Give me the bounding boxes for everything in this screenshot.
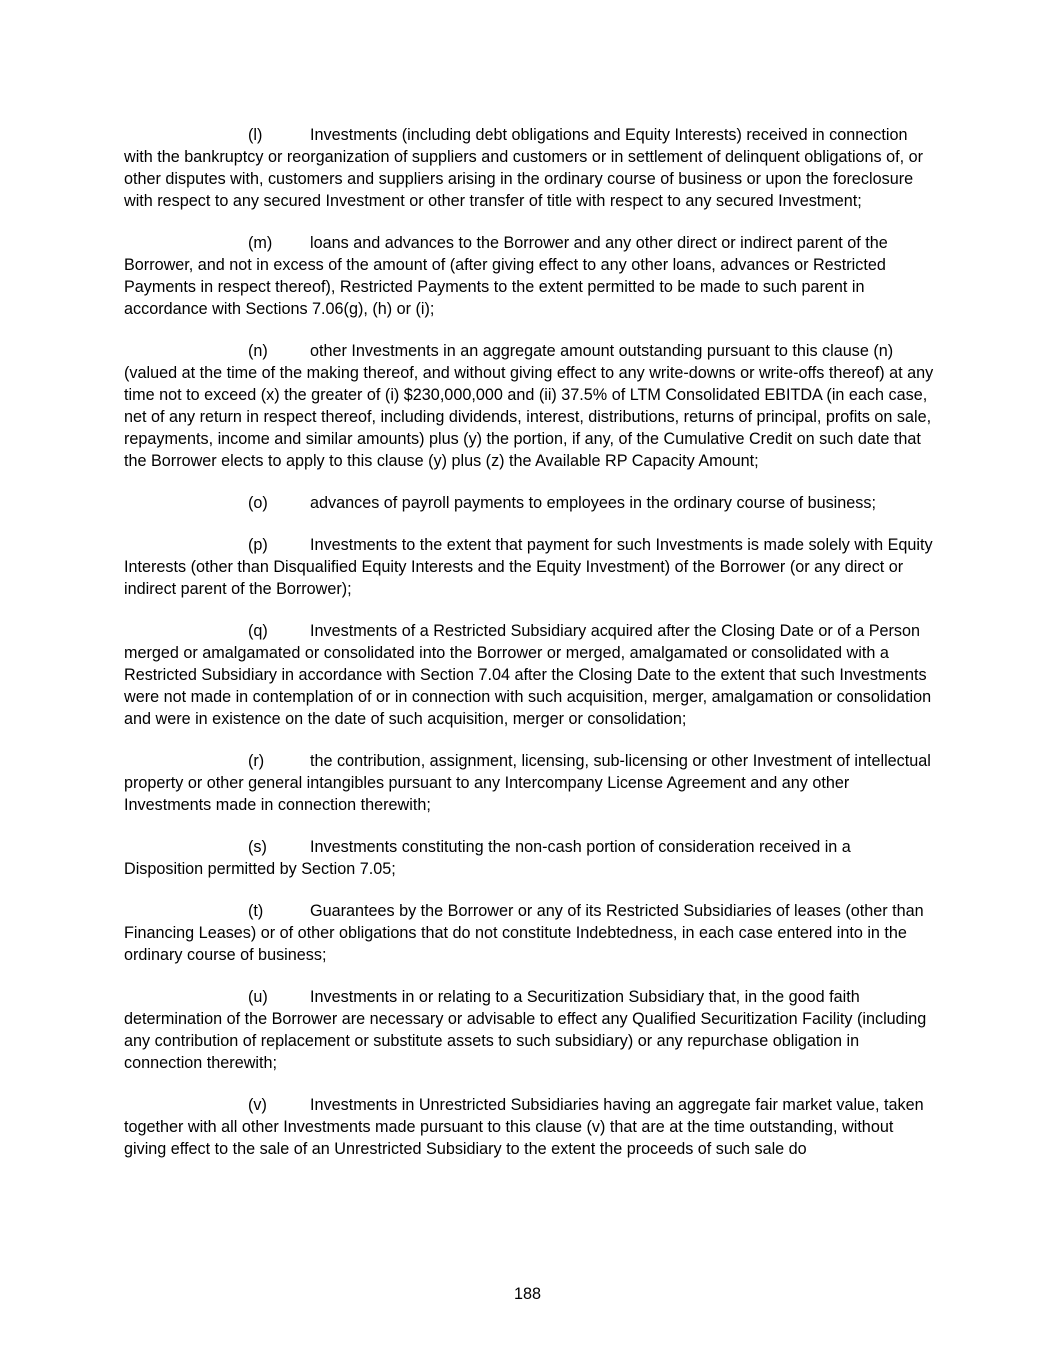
clause-text: Investments in Unrestricted Subsidiaries having an aggregate fair market value, taken together with all other Investments made pursuant to this clause (v) that are at the time outstanding, without giving effect to the sale of an Unrestricted Subsidiary to the extent the proceeds of such sale do: [124, 1096, 924, 1158]
clause-r: [124, 750, 934, 816]
clause-l: [124, 124, 934, 212]
clause-t: [124, 900, 934, 966]
clause-marker: (m): [248, 234, 273, 252]
clause-p: [124, 534, 934, 600]
clause-s: [124, 836, 934, 880]
clause-v: [124, 1094, 934, 1160]
clause-marker: (r): [248, 752, 265, 770]
clause-text: other Investments in an aggregate amount outstanding pursuant to this clause (n) (valued at the time of the making thereof, and without giving effect to any write-downs or write-offs thereof) at any time not to exceed (x) the greater of (i) $230,000,000 and (ii) 37.5% of LTM Consolidated EBITDA (in each case, net of any return in respect thereof, including dividends, interest, distributions, returns of principal, profits on sale, repayments, income and similar amounts) plus (y) the portion, if any, of the Cumulative Credit on such date that the Borrower elects to apply to this clause (y) plus (z) the Available RP Capacity Amount;: [124, 342, 934, 470]
clause-o: [124, 492, 934, 514]
clause-text: Investments constituting the non-cash portion of consideration received in a Disposition permitted by Section 7.05;: [124, 838, 851, 878]
clause-marker: (s): [248, 838, 267, 856]
clause-text: loans and advances to the Borrower and any other direct or indirect parent of the Borrower, and not in excess of the amount of (after giving effect to any other loans, advances or Restricted Payments in respect thereof), Restricted Payments to the extent permitted to be made to such parent in accordance with Sections 7.06(g), (h) or (i);: [124, 234, 888, 318]
clause-text: advances of payroll payments to employees in the ordinary course of business;: [310, 494, 876, 512]
clause-n: [124, 340, 934, 472]
page-number: 188: [513, 1285, 541, 1303]
clause-marker: (o): [248, 494, 268, 512]
clause-m: [124, 232, 934, 320]
clause-marker: (q): [248, 622, 268, 640]
clause-marker: (n): [248, 342, 268, 360]
clause-marker: (t): [248, 902, 264, 920]
clause-text: Investments of a Restricted Subsidiary acquired after the Closing Date or of a Person merged or amalgamated or consolidated into the Borrower or merged, amalgamated or consolidated with a Restricted Subsidiary in accordance with Section 7.04 after the Closing Date to the extent that such Investments were not made in contemplation of or in connection with such acquisition, merger, amalgamation or consolidation and were in existence on the date of such acquisition, merger or consolidation;: [124, 622, 932, 728]
clause-text: Investments in or relating to a Securitization Subsidiary that, in the good faith determination of the Borrower are necessary or advisable to effect any Qualified Securitization Facility (including any contribution of replacement or substitute assets to such subsidiary) or any repurchase obligation in connection therewith;: [124, 988, 927, 1072]
clause-marker: (l): [248, 126, 263, 144]
clause-u: [124, 986, 934, 1074]
clause-text: the contribution, assignment, licensing, sub-licensing or other Investment of intellectual property or other general intangibles pursuant to any Intercompany License Agreement and any other Investments made in connection therewith;: [124, 752, 931, 814]
clause-marker: (p): [248, 536, 268, 554]
clause-text: Investments (including debt obligations and Equity Interests) received in connection with the bankruptcy or reorganization of suppliers and customers or in settlement of delinquent obligations of, or other disputes with, customers and suppliers arising in the ordinary course of business or upon the foreclosure with respect to any secured Investment or other transfer of title with respect to any secured Investment;: [124, 126, 924, 210]
clause-q: [124, 620, 934, 730]
document-body: [124, 124, 934, 1180]
clause-marker: (v): [248, 1096, 267, 1114]
clause-text: Investments to the extent that payment for such Investments is made solely with Equity Interests (other than Disqualified Equity Interests and the Equity Investment) of the Borrower (or any direct or indirect parent of the Borrower);: [124, 536, 933, 598]
clause-marker: (u): [248, 988, 268, 1006]
clause-text: Guarantees by the Borrower or any of its Restricted Subsidiaries of leases (other than Financing Leases) or of other obligations that do not constitute Indebtedness, in each case entered into in the ordinary course of business;: [124, 902, 924, 964]
